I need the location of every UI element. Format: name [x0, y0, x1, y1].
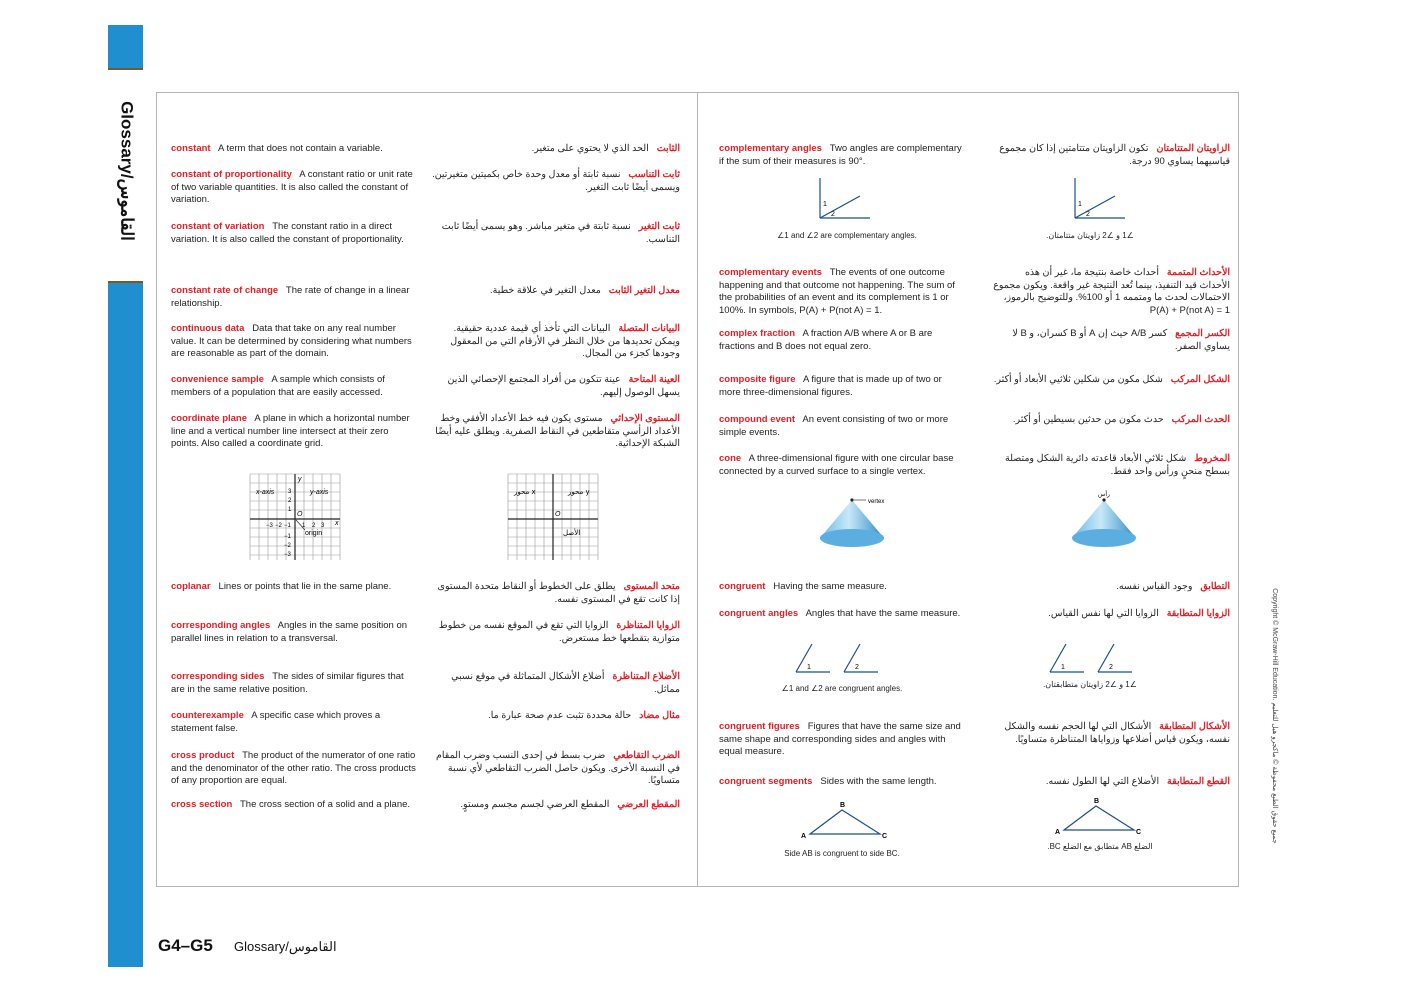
segments-caption: Side AB is congruent to side BC. — [784, 849, 900, 858]
glossary-entry — [171, 710, 416, 735]
glossary-term[interactable]: compound event — [719, 414, 796, 425]
glossary-definition-arabic: وجود القياس نفسه. — [1116, 581, 1193, 592]
glossary-term[interactable]: counterexample — [171, 710, 244, 721]
glossary-definition: A term that does not contain a variable. — [218, 143, 383, 154]
glossary-term[interactable]: cross section — [171, 799, 233, 810]
glossary-entry-arabic — [432, 799, 680, 812]
glossary-definition-arabic: حدث مكون من حدثين بسيطين أو أكثر. — [1012, 414, 1164, 425]
glossary-term[interactable]: coordinate plane — [171, 413, 248, 424]
glossary-term[interactable]: composite figure — [719, 374, 796, 385]
glossary-definition: The rate of change in a linear relationship. — [171, 285, 410, 309]
glossary-term-arabic[interactable]: القطع المتطابقة — [1167, 776, 1230, 787]
glossary-term[interactable]: coplanar — [171, 581, 211, 592]
glossary-definition-arabic: كسر A/B حيث إن A أو B كسران، و B لا يساوي الصفر. — [1012, 328, 1230, 352]
y-letter: y — [298, 476, 302, 483]
glossary-term[interactable]: corresponding sides — [171, 671, 265, 682]
seg-label-c: C — [882, 833, 888, 840]
ar-origin-label: الأصل — [563, 529, 581, 537]
cone-vertex-label-ar: رأس — [1098, 491, 1110, 498]
glossary-definition: Data that take on any real number value. It can be determined by considering what numbers are reasonable as part of the domain. — [171, 323, 412, 360]
glossary-definition-arabic: نسبة ثابتة في متغير مباشر. وهو يسمى أيضًا ثابت التناسب. — [441, 221, 680, 245]
glossary-term-arabic[interactable]: الحدث المركب — [1171, 414, 1230, 425]
glossary-term-arabic[interactable]: الأحداث المتممة — [1166, 267, 1230, 278]
ytick-neg3: −3 — [284, 552, 291, 558]
tick-pos-3: 3 — [321, 523, 325, 529]
glossary-definition-arabic: ضرب بسط في إحدى النسب وضرب المقام في النسبة الأخرى. ويكون حاصل الضرب التقاطعي لأي نسبة متساويًا. — [436, 750, 680, 787]
glossary-definition-arabic: الأشكال التي لها الحجم نفسه والشكل نفسه، ويكون قياس أضلاعها وزواياها المتناظرة متساويًا. — [1004, 721, 1230, 745]
glossary-definition: Angles that have the same measure. — [805, 608, 961, 619]
glossary-term-arabic[interactable]: ثابت التناسب — [628, 169, 680, 180]
glossary-entry — [171, 671, 416, 696]
tick-neg-3: −3 — [266, 523, 273, 529]
ytick-1: 1 — [288, 507, 292, 513]
glossary-term-arabic[interactable]: ثابت التغير — [638, 221, 680, 232]
glossary-entry-arabic — [992, 267, 1230, 317]
complementary-angles-figure — [812, 176, 872, 222]
glossary-definition: Lines or points that lie in the same plane. — [218, 581, 392, 592]
glossary-definition-arabic: مستوى يكون فيه خط الأعداد الأفقي وخط الأعداد الرأسي متقاطعين في النقاط الصفرية. ويطلق عليه أيضًا الشبكة الإحداثية. — [435, 413, 680, 450]
glossary-definition-arabic: الأضلاع التي لها الطول نفسه. — [1045, 776, 1160, 787]
glossary-entry-arabic — [432, 581, 680, 606]
congruent-angles-caption-ar: ∠1 و ∠2 زاويتان متطابقتان. — [1043, 680, 1137, 689]
glossary-definition: A sample which consists of members of a population that are easily accessed. — [171, 374, 385, 398]
congruent-segments-figure-ar — [1054, 798, 1146, 838]
glossary-entry — [719, 581, 964, 594]
glossary-entry — [171, 221, 416, 246]
complementary-caption-ar: ∠1 و ∠2 زاويتان متتامتان. — [1046, 231, 1134, 240]
cong-label-2: 2 — [855, 664, 859, 671]
glossary-definition: A specific case which proves a statement false. — [171, 710, 381, 734]
glossary-term[interactable]: corresponding angles — [171, 620, 271, 631]
glossary-entry — [171, 750, 416, 788]
glossary-definition: A plane in which a horizontal number line and a vertical number line intersect at their zero points. Also called a coordinate grid. — [171, 413, 410, 450]
glossary-term[interactable]: complex fraction — [719, 328, 796, 339]
glossary-entry — [719, 721, 964, 759]
glossary-entry-arabic — [992, 374, 1230, 387]
glossary-definition: Figures that have the same size and same shape and corresponding sides and angles with equal measure. — [719, 721, 961, 758]
glossary-entry-arabic — [432, 143, 680, 156]
glossary-entry — [171, 285, 416, 310]
glossary-definition: A figure that is made up of two or more three-dimensional figures. — [719, 374, 942, 398]
glossary-entry-arabic — [432, 671, 680, 696]
glossary-entry — [719, 328, 964, 353]
glossary-term-arabic[interactable]: المقطع العرضي — [617, 799, 680, 810]
glossary-entry — [171, 799, 416, 812]
cong-ar-label-1: 1 — [1061, 664, 1065, 671]
glossary-definition-arabic: البيانات التي تأخذ أي قيمة عددية حقيقية. ويمكن تحديدها من خلال النظر في الأرقام التي من المعقول وجودها كجزء من المجال. — [450, 323, 680, 360]
glossary-entry — [719, 414, 964, 439]
glossary-side-tab[interactable] — [108, 68, 143, 283]
x-letter: x — [335, 520, 339, 527]
coordinate-plane-figure — [250, 474, 342, 560]
glossary-term[interactable]: constant rate of change — [171, 285, 279, 296]
glossary-definition-arabic: شكل ثلاثي الأبعاد قاعدته دائرية الشكل ومتصلة بسطح منحنٍ ورأس واحد فقط. — [1004, 453, 1230, 477]
glossary-definition: The cross section of a solid and a plane. — [240, 799, 411, 810]
glossary-term-arabic[interactable]: الثابت — [656, 143, 680, 154]
glossary-definition-arabic: شكل مكون من شكلين ثلاثيي الأبعاد أو أكثر. — [993, 374, 1163, 385]
glossary-definition: A fraction A/B where A or B are fractions and B does not equal zero. — [719, 328, 933, 352]
glossary-definition: Having the same measure. — [773, 581, 887, 592]
tick-neg-2: −2 — [275, 523, 282, 529]
congruent-angles-figure — [792, 640, 888, 676]
seg-ar-label-b: B — [1094, 798, 1100, 805]
seg-ar-label-c: C — [1136, 829, 1142, 836]
glossary-entry — [171, 581, 416, 594]
glossary-entry — [719, 374, 964, 399]
glossary-entry — [719, 267, 964, 317]
glossary-definition-arabic: يطلق على الخطوط أو النقاط متحدة المستوى إذا كانت تقع في المستوى نفسه. — [437, 581, 680, 605]
glossary-entry-arabic — [992, 776, 1230, 789]
glossary-term[interactable]: cone — [719, 453, 742, 464]
glossary-term[interactable]: continuous data — [171, 323, 245, 334]
glossary-term-arabic[interactable]: التطابق — [1200, 581, 1230, 592]
tick-neg-1: −1 — [284, 523, 291, 529]
glossary-entry-arabic — [432, 285, 680, 298]
glossary-definition-arabic: حالة محددة تثبت عدم صحة عبارة ما. — [488, 710, 632, 721]
glossary-entry-arabic — [992, 608, 1230, 621]
glossary-term-arabic[interactable]: الشكل المركب — [1170, 374, 1230, 385]
comp-label-1: 1 — [823, 201, 827, 208]
coordinate-plane-figure-ar — [508, 474, 600, 560]
glossary-term[interactable]: cross product — [171, 750, 235, 761]
glossary-entry-arabic — [432, 710, 680, 723]
comp-ar-label-1: 1 — [1078, 201, 1082, 208]
glossary-term-arabic[interactable]: العينة المتاحة — [628, 374, 680, 385]
cone-figure-ar — [1070, 491, 1142, 552]
glossary-entry-arabic — [432, 374, 680, 399]
glossary-entry — [171, 143, 416, 156]
cong-ar-label-2: 2 — [1109, 664, 1113, 671]
glossary-entry-arabic — [992, 453, 1230, 478]
glossary-term-arabic[interactable]: مثال مضاد — [639, 710, 680, 721]
glossary-entry — [171, 620, 416, 645]
glossary-term[interactable]: constant of proportionality — [171, 169, 292, 180]
glossary-definition: The product of the numerator of one ratio and the denominator of the other ratio. The cross products of any proportion are equal. — [171, 750, 416, 787]
glossary-term-arabic[interactable]: الزاويتان المتتامتان — [1156, 143, 1230, 154]
glossary-definition: The events of one outcome happening and that outcome not happening. The sum of the probabilities of an event and its complement is 1 or 100%. In symbols, P(A) + P(not A) = 1. — [719, 267, 955, 316]
ar-origin-o: O — [555, 511, 561, 518]
glossary-term[interactable]: complementary events — [719, 267, 822, 278]
glossary-definition: An event consisting of two or more simple events. — [719, 414, 949, 438]
glossary-definition-arabic: نسبة ثابتة أو معدل وحدة خاص بكميتين متغيرتين. ويسمى أيضًا ثابت التغير. — [432, 169, 680, 193]
x-axis-label: x-axis — [256, 489, 275, 496]
glossary-term[interactable]: complementary angles — [719, 143, 822, 154]
glossary-definition: Sides with the same length. — [820, 776, 937, 787]
glossary-definition: The constant ratio in a direct variation. It is also called the constant of proportionality. — [171, 221, 404, 245]
seg-label-b: B — [840, 802, 846, 809]
side-tab-label: Glossary/القاموس — [117, 101, 137, 241]
footer-page-number: G4–G5 — [158, 936, 213, 955]
segments-caption-ar: الضلع AB متطابق مع الضلع BC. — [1047, 842, 1153, 851]
glossary-entry-arabic — [992, 143, 1230, 168]
glossary-term[interactable]: congruent — [719, 581, 766, 592]
glossary-entry — [171, 323, 416, 361]
glossary-entry-arabic — [432, 413, 680, 451]
glossary-term-arabic[interactable]: معدل التغير الثابت — [608, 285, 680, 296]
glossary-definition: Angles in the same position on parallel lines in relation to a transversal. — [171, 620, 408, 644]
y-axis-label: y-axis — [310, 489, 329, 496]
glossary-term[interactable]: congruent figures — [719, 721, 800, 732]
glossary-term-arabic[interactable]: الكسر المجمع — [1175, 328, 1230, 339]
footer-label: Glossary/القاموس — [234, 939, 337, 954]
cone-vertex-label: vertex — [868, 499, 885, 505]
glossary-entry-arabic — [992, 414, 1230, 427]
glossary-term-arabic[interactable]: المستوى الإحداثي — [610, 413, 680, 424]
ytick-3: 3 — [288, 489, 292, 495]
comp-label-2: 2 — [831, 211, 835, 218]
tick-pos-1: 1 — [302, 523, 306, 529]
glossary-entry — [171, 413, 416, 451]
glossary-definition-arabic: معدل التغير في علاقة خطية. — [489, 285, 601, 296]
seg-label-a: A — [801, 833, 807, 840]
glossary-term-arabic[interactable]: الزوايا المتناظرة — [616, 620, 680, 631]
glossary-entry — [719, 143, 964, 168]
glossary-definition-arabic: تكون الزاويتان متتامتين إذا كان مجموع قياسيهما يساوي 90 درجة. — [999, 143, 1230, 167]
congruent-segments-figure — [800, 802, 892, 842]
glossary-definition: A constant ratio or unit rate of two variable quantities. It is also called the constant of variation. — [171, 169, 413, 206]
glossary-entry — [171, 374, 416, 399]
congruent-angles-caption: ∠1 and ∠2 are congruent angles. — [781, 684, 903, 693]
ytick-2: 2 — [288, 498, 292, 504]
glossary-term[interactable]: convenience sample — [171, 374, 264, 385]
glossary-term-arabic[interactable]: الضرب التقاطعي — [613, 750, 680, 761]
glossary-term-arabic[interactable]: البيانات المتصلة — [618, 323, 680, 334]
glossary-term[interactable]: congruent segments — [719, 776, 813, 787]
glossary-entry-arabic — [432, 221, 680, 246]
origin-o: O — [297, 511, 303, 518]
glossary-entry — [719, 608, 964, 621]
origin-label: origin — [305, 530, 323, 537]
glossary-definition: A three-dimensional figure with one circular base connected by a curved surface to a single vertex. — [719, 453, 954, 477]
glossary-definition-arabic: أحداث خاصة بنتيجة ما، غير أن هذه الأحداث قيد التنفيذ، بينما تُعد النتيجة غير واقعة. ويكون مجموع الاحتمالات لحدث ما ومتممه 1 أو 100%. وللتوضيح بالرموز، P(A) + P(not A) = 1 — [993, 267, 1230, 316]
glossary-definition-arabic: الزوايا التي لها نفس القياس. — [1048, 608, 1159, 619]
ar-y-axis-label: محور y — [568, 488, 590, 496]
glossary-term[interactable]: constant of variation — [171, 221, 265, 232]
ytick-neg2: −2 — [284, 543, 291, 549]
glossary-definition: Two angles are complementary if the sum of their measures is 90°. — [719, 143, 962, 167]
glossary-entry — [719, 453, 964, 478]
glossary-term[interactable]: constant — [171, 143, 211, 154]
seg-ar-label-a: A — [1055, 829, 1061, 836]
glossary-definition-arabic: الزوايا التي تقع في الموقع نفسه من خطوط متوازية بتقطعها خط مستعرض. — [438, 620, 680, 644]
comp-ar-label-2: 2 — [1086, 211, 1090, 218]
glossary-definition-arabic: المقطع العرضي لجسم مجسم ومستوٍ. — [460, 799, 610, 810]
glossary-entry — [171, 169, 416, 207]
complementary-angles-figure-ar — [1067, 176, 1127, 222]
glossary-term-arabic[interactable]: المخروط — [1194, 453, 1230, 464]
glossary-term-arabic[interactable]: الأضلاع المتناظرة — [612, 671, 680, 682]
ytick-neg1: −1 — [284, 534, 291, 540]
glossary-term[interactable]: congruent angles — [719, 608, 799, 619]
glossary-entry-arabic — [432, 620, 680, 645]
glossary-term-arabic[interactable]: الزوايا المتطابقة — [1166, 608, 1230, 619]
ar-x-axis-label: محور x — [514, 488, 536, 496]
glossary-definition-arabic: عينة تتكون من أفراد المجتمع الإحصائي الذين يسهل الوصول إليهم. — [447, 374, 680, 398]
cone-figure — [818, 494, 890, 552]
glossary-entry-arabic — [992, 721, 1230, 746]
copyright-text: Copyright © McGraw-Hill Education. جميع حقوق الطبع محفوظة © ماكجرو هيل للتعليم — [1271, 588, 1278, 844]
complementary-caption: ∠1 and ∠2 are complementary angles. — [777, 231, 917, 240]
glossary-term-arabic[interactable]: متحد المستوى — [623, 581, 680, 592]
glossary-definition-arabic: الحد الذي لا يحتوي على متغير. — [531, 143, 649, 154]
page-divider — [697, 92, 698, 887]
tick-pos-2: 2 — [312, 523, 316, 529]
copyright-vertical — [1265, 590, 1281, 850]
glossary-entry-arabic — [432, 323, 680, 361]
glossary-entry — [719, 776, 964, 789]
congruent-angles-figure-ar — [1046, 640, 1142, 676]
glossary-definition: The sides of similar figures that are in the same relative position. — [171, 671, 404, 695]
glossary-definition-arabic: أضلاع الأشكال المتماثلة في موقع نسبي مماثل. — [451, 671, 680, 695]
glossary-term-arabic[interactable]: الأشكال المتطابقة — [1159, 721, 1230, 732]
glossary-entry-arabic — [432, 169, 680, 194]
glossary-entry-arabic — [992, 328, 1230, 353]
glossary-entry-arabic — [432, 750, 680, 788]
glossary-entry-arabic — [992, 581, 1230, 594]
cong-label-1: 1 — [807, 664, 811, 671]
